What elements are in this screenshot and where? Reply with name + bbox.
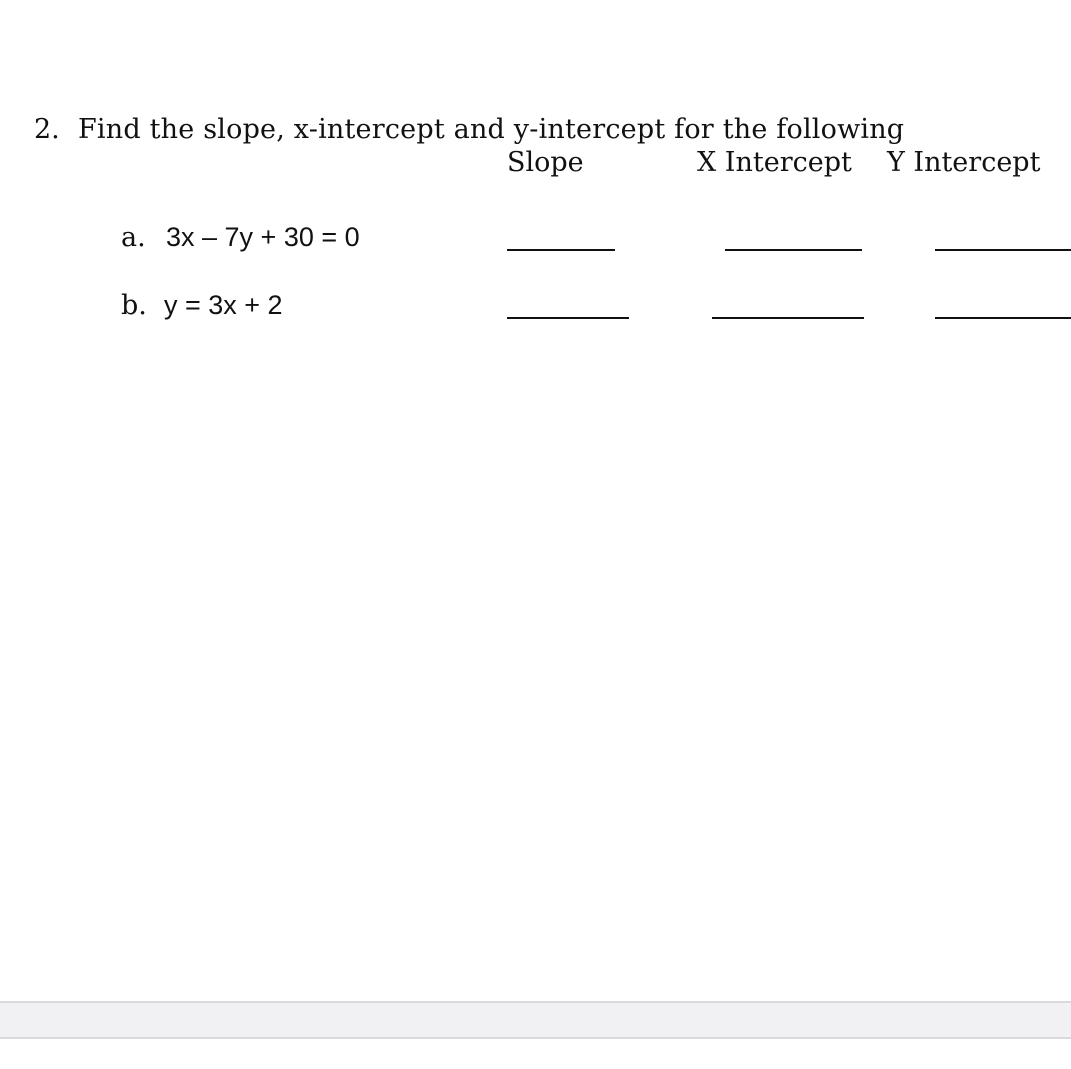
column-header-x-intercept: X Intercept xyxy=(697,147,852,178)
item-a-y-intercept-blank xyxy=(935,249,1071,251)
question-number: 2. xyxy=(34,114,60,145)
item-a-letter: a. xyxy=(121,222,146,253)
item-a-x-intercept-blank xyxy=(725,249,862,251)
column-header-slope: Slope xyxy=(507,147,584,178)
item-b-slope-blank xyxy=(507,317,629,319)
item-a-equation: 3x – 7y + 30 = 0 xyxy=(166,222,360,252)
item-b-letter: b. xyxy=(121,290,147,321)
item-b-y-intercept-blank xyxy=(935,317,1071,319)
item-b-x-intercept-blank xyxy=(712,317,864,319)
column-header-y-intercept: Y Intercept xyxy=(887,147,1041,178)
item-b-equation: y = 3x + 2 xyxy=(164,290,283,320)
bottom-scroll-bar[interactable] xyxy=(0,1001,1071,1039)
question-text: Find the slope, x-intercept and y-intercept for the following xyxy=(78,114,905,145)
item-a-slope-blank xyxy=(507,249,615,251)
